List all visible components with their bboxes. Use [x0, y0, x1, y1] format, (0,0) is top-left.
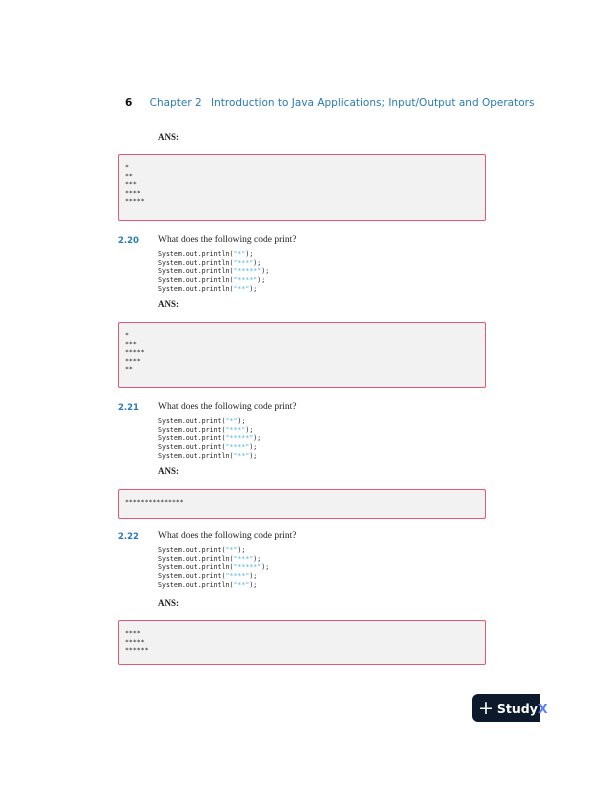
- code-line: System.out.println("**");: [158, 284, 258, 293]
- code-block: [158, 546, 269, 590]
- output-line: ******: [125, 646, 149, 654]
- code-line: System.out.println("*****");: [158, 563, 270, 572]
- code-block: [158, 250, 269, 294]
- output-line: ****: [125, 188, 141, 197]
- output-line: *: [125, 163, 129, 171]
- code-line: System.out.print("***");: [158, 425, 254, 434]
- code-line: System.out.print("*");: [158, 546, 246, 554]
- answer-label: ANS:: [158, 299, 180, 309]
- question-text: What does the following code print?: [158, 402, 297, 412]
- answer-label: ANS:: [158, 598, 180, 608]
- output-line: *****: [125, 637, 145, 646]
- question-number: 2.22: [118, 532, 139, 542]
- output-line: ***: [125, 180, 137, 188]
- answer-box: [118, 322, 486, 388]
- page-number: 6: [125, 97, 133, 109]
- code-line: System.out.println("***");: [158, 554, 262, 563]
- answer-label: ANS:: [158, 466, 180, 476]
- page-header: [125, 97, 534, 109]
- chapter-label: Chapter 2: [149, 97, 202, 109]
- answer-label: ANS:: [158, 132, 180, 142]
- answer-box: [118, 620, 486, 665]
- output-line: **: [125, 171, 133, 180]
- output-line: ****: [125, 629, 141, 637]
- code-line: System.out.print("****");: [158, 443, 258, 452]
- code-line: System.out.println("*****");: [158, 267, 270, 276]
- output-line: ***************: [125, 498, 184, 506]
- output-line: *****: [125, 348, 145, 356]
- code-line: System.out.print("*");: [158, 417, 246, 425]
- output-line: *****: [125, 197, 145, 205]
- output-line: *: [125, 331, 129, 339]
- question-text: What does the following code print?: [158, 235, 297, 245]
- question-number: 2.20: [118, 236, 139, 246]
- code-line: System.out.println("***");: [158, 258, 262, 267]
- logo-text: Study: [496, 700, 538, 716]
- code-line: System.out.println("**");: [158, 451, 258, 460]
- answer-box: [118, 154, 486, 221]
- code-line: System.out.print("****");: [158, 572, 258, 581]
- output-line: ****: [125, 356, 141, 365]
- code-line: System.out.print("*****");: [158, 434, 262, 443]
- output-line: ***: [125, 339, 137, 348]
- output-line: **: [125, 365, 133, 373]
- studyx-logo[interactable]: [472, 694, 548, 722]
- question-text: What does the following code print?: [158, 531, 297, 541]
- logo-accent: X: [537, 700, 548, 716]
- code-block: [158, 417, 261, 461]
- code-line: System.out.println("****");: [158, 276, 266, 285]
- question-number: 2.21: [118, 403, 139, 413]
- code-line: System.out.println("*");: [158, 250, 254, 258]
- answer-box: [118, 489, 486, 519]
- chapter-title: Introduction to Java Applications; Input/Output and Operators: [211, 97, 535, 109]
- plus-icon: +: [478, 696, 494, 719]
- code-line: System.out.println("**");: [158, 580, 258, 589]
